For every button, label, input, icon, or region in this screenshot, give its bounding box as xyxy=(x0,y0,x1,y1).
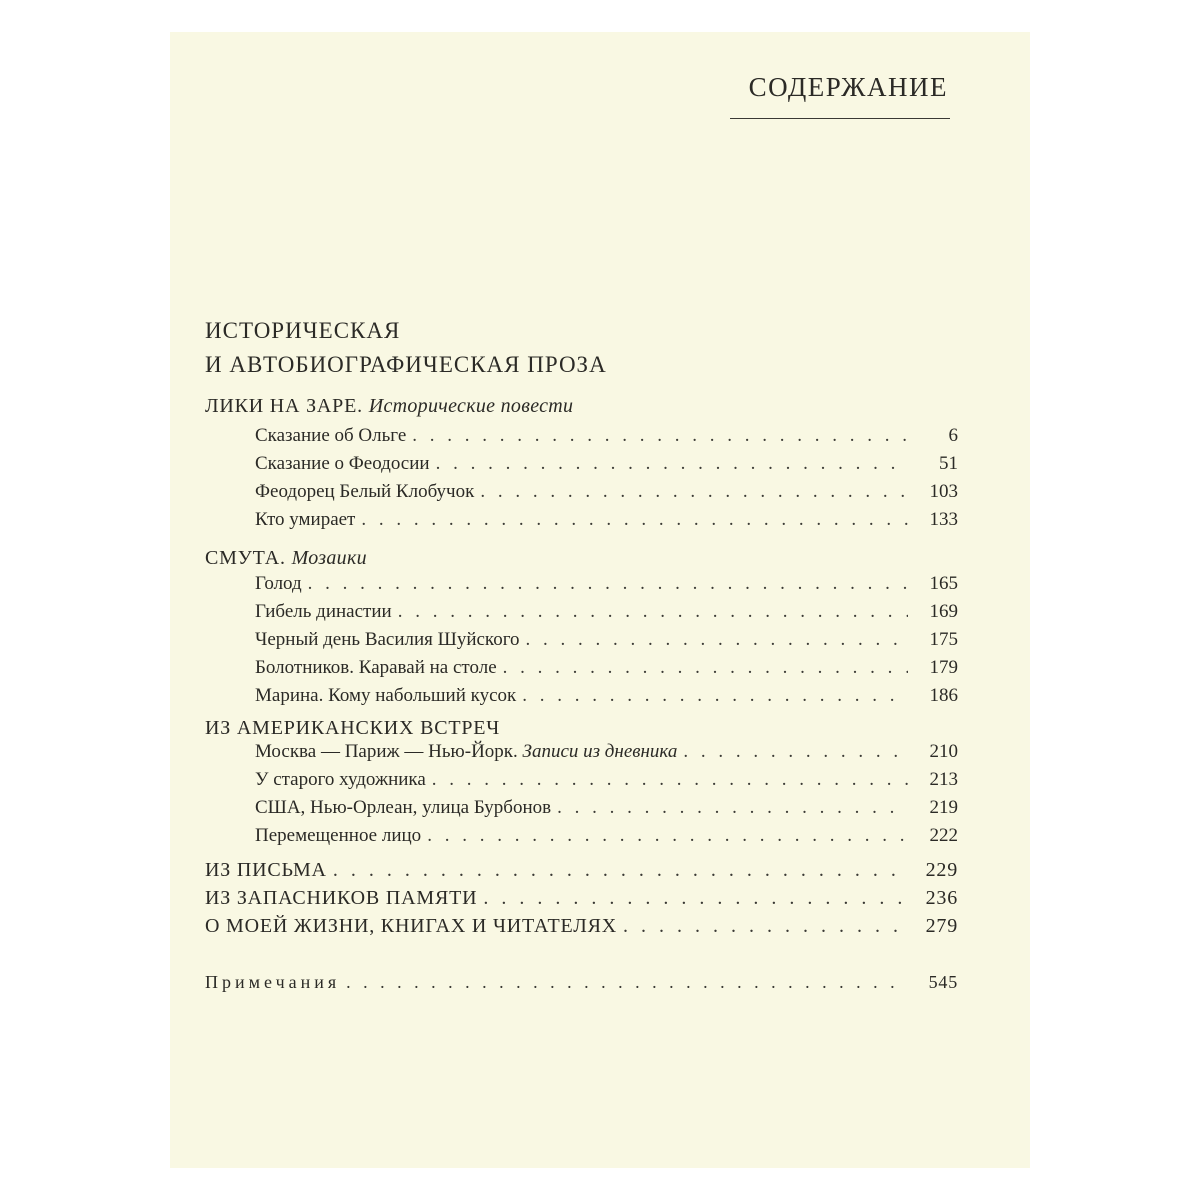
leader-dots xyxy=(406,422,908,450)
toc-entry-page: 186 xyxy=(929,685,958,706)
toc-entry-page: 213 xyxy=(929,769,958,790)
toc-entry-title: Марина. Кому набольший кусок xyxy=(255,685,517,706)
leader-dots xyxy=(520,626,908,654)
toc-entry-page: 133 xyxy=(929,509,958,530)
toc-entry-title: ИЗ ПИСЬМА xyxy=(205,859,327,881)
toc-entry-page: 103 xyxy=(929,481,958,502)
toc-entry-title: Болотников. Каравай на столе xyxy=(255,657,497,678)
toc-entry-title-main: Москва — Париж — Нью-Йорк. xyxy=(255,741,518,762)
leader-dots xyxy=(677,738,908,766)
group-subtitle: Исторические повести xyxy=(368,395,574,417)
group-title: СМУТА. xyxy=(205,547,286,569)
toc-entry-title: Сказание об Ольге xyxy=(255,425,407,446)
toc-entry-title: Сказание о Феодосии xyxy=(255,453,430,474)
toc-entry[interactable] xyxy=(255,422,958,450)
toc-entry[interactable] xyxy=(255,450,958,478)
toc-entry-title xyxy=(255,738,677,766)
toc-entry[interactable] xyxy=(255,766,958,794)
toc-entry-title: ИЗ ЗАПАСНИКОВ ПАМЯТИ xyxy=(205,887,478,909)
toc-entry[interactable] xyxy=(255,506,958,534)
leader-dots xyxy=(327,856,908,884)
group-title: ЛИКИ НА ЗАРЕ. xyxy=(205,395,363,417)
toc-entry-notes[interactable] xyxy=(205,968,958,996)
group-title: ИЗ АМЕРИКАНСКИХ ВСТРЕЧ xyxy=(205,717,501,739)
leader-dots xyxy=(340,968,908,996)
leader-dots xyxy=(497,654,908,682)
toc-entry-title: Черный день Василия Шуйского xyxy=(255,629,520,650)
toc-entry[interactable] xyxy=(255,570,958,598)
toc-entry-page: 229 xyxy=(925,859,958,881)
toc-entry-title: Феодорец Белый Клобучок xyxy=(255,481,475,502)
toc-entry[interactable] xyxy=(255,822,958,850)
toc-group-heading xyxy=(205,544,367,572)
toc-entry-page: 6 xyxy=(948,425,958,446)
toc-entry[interactable] xyxy=(205,856,958,884)
toc-entry[interactable] xyxy=(255,682,958,710)
leader-dots xyxy=(617,912,908,940)
toc-entry-page: 51 xyxy=(939,453,958,474)
leader-dots xyxy=(421,822,908,850)
toc-entry[interactable] xyxy=(205,912,958,940)
toc-entry[interactable] xyxy=(255,598,958,626)
group-subtitle: Мозаики xyxy=(291,547,367,569)
toc-entry[interactable] xyxy=(255,654,958,682)
toc-entry-page: 236 xyxy=(925,887,958,909)
toc-entry-page: 175 xyxy=(929,629,958,650)
toc-entry[interactable] xyxy=(255,794,958,822)
page-title: СОДЕРЖАНИЕ xyxy=(748,72,948,102)
toc-entry-page: 219 xyxy=(929,797,958,818)
toc-entry-page: 169 xyxy=(929,601,958,622)
leader-dots xyxy=(551,794,908,822)
toc-entry-title: Кто умирает xyxy=(255,509,356,530)
toc-entry[interactable] xyxy=(255,626,958,654)
toc-entry-page: 179 xyxy=(929,657,958,678)
toc-entry[interactable] xyxy=(205,884,958,912)
title-underline xyxy=(730,118,950,119)
toc-entry-page: 210 xyxy=(929,741,958,762)
toc-entry-title: У старого художника xyxy=(255,769,426,790)
leader-dots xyxy=(474,478,908,506)
toc-entry[interactable] xyxy=(255,738,958,766)
toc-group-heading xyxy=(205,392,573,420)
toc-entry-title: О МОЕЙ ЖИЗНИ, КНИГАХ И ЧИТАТЕЛЯХ xyxy=(205,915,618,937)
toc-entry-title: Перемещенное лицо xyxy=(255,825,422,846)
leader-dots xyxy=(430,450,908,478)
section-heading-line2: И АВТОБИОГРАФИЧЕСКАЯ ПРОЗА xyxy=(205,352,607,377)
leader-dots xyxy=(426,766,908,794)
toc-entry-title: Гибель династии xyxy=(255,601,392,622)
toc-entry-title: США, Нью-Орлеан, улица Бурбонов xyxy=(255,797,552,818)
book-page xyxy=(170,32,1030,1168)
toc-entry-page: 279 xyxy=(925,915,958,937)
leader-dots xyxy=(302,570,908,598)
leader-dots xyxy=(392,598,908,626)
toc-entry-page: 165 xyxy=(929,573,958,594)
toc-entry-title-italic: Записи из дневника xyxy=(522,741,678,762)
leader-dots xyxy=(477,884,908,912)
section-heading-line1: ИСТОРИЧЕСКАЯ xyxy=(205,318,401,343)
leader-dots xyxy=(355,506,908,534)
toc-entry-page: 545 xyxy=(928,972,958,992)
toc-entry-title: Примечания xyxy=(205,972,341,992)
toc-entry[interactable] xyxy=(255,478,958,506)
toc-entry-page: 222 xyxy=(929,825,958,846)
toc-entry-title: Голод xyxy=(255,573,302,594)
leader-dots xyxy=(516,682,908,710)
